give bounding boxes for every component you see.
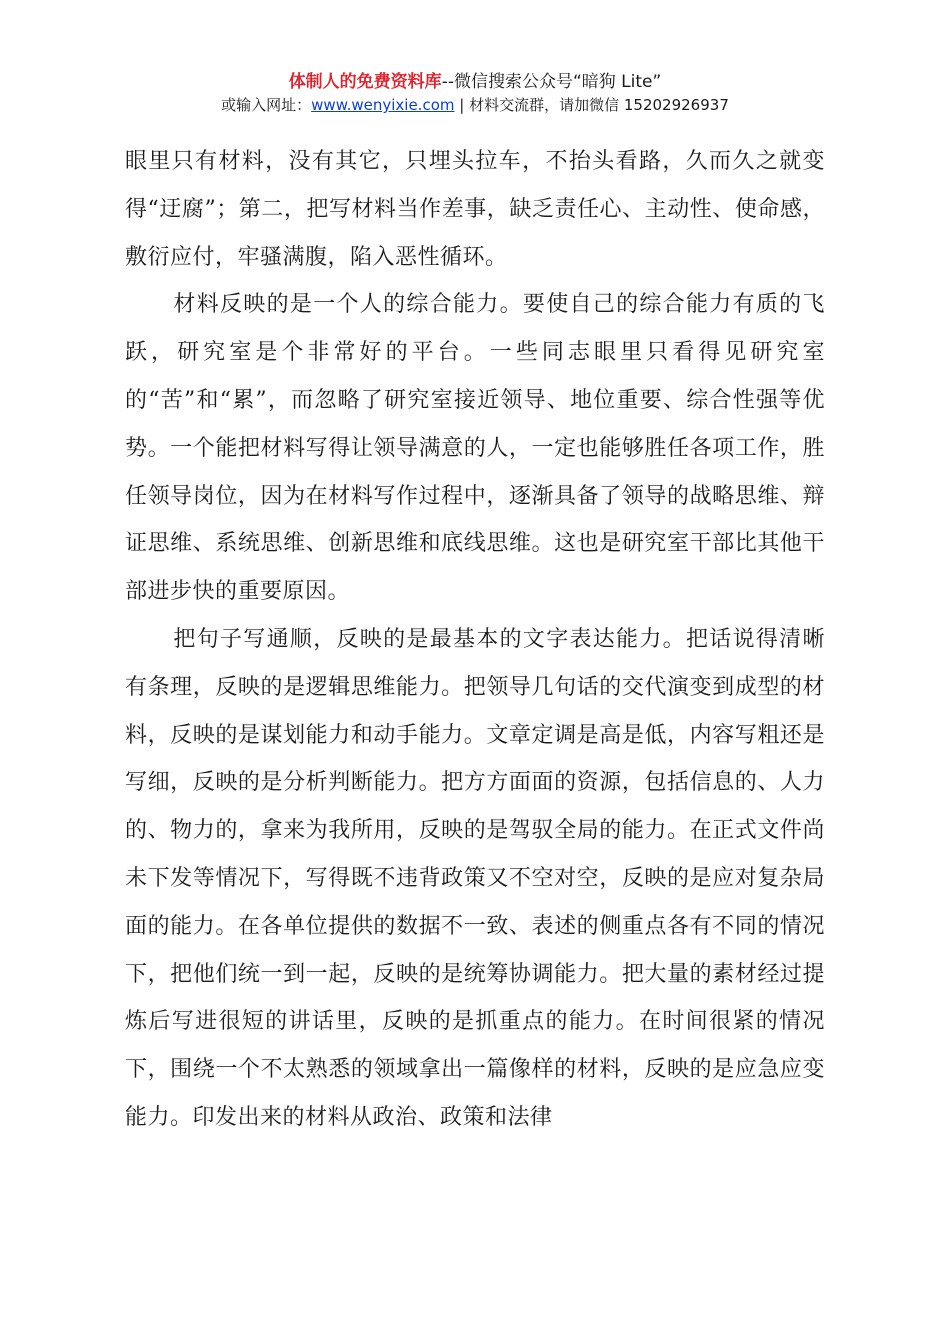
document-body: [125, 138, 825, 1142]
header-line-1: [0, 70, 950, 94]
website-link[interactable]: www.wenyixie.com: [311, 96, 455, 114]
contact-info: 材料交流群，请加微信 15202926937: [469, 96, 729, 114]
paragraph-continued: 眼里只有材料，没有其它，只埋头拉车，不抬头看路，久而久之就变得“迂腐”；第二，把写材料当作差事，缺乏责任心、主动性、使命感，敷衍应付，牢骚满腹，陷入恶性循环。: [125, 149, 825, 270]
page-header: [0, 70, 950, 116]
paragraph-writing-abilities: 把句子写通顺，反映的是最基本的文字表达能力。把话说得清晰有条理，反映的是逻辑思维能力。把领导几句话的交代演变到成型的材料，反映的是谋划能力和动手能力。文章定调是高是低，内容写粗还是写细，反映的是分析判断能力。把方方面面的资源，包括信息的、人力的、物力的，拿来为我所用，反映的是驾驭全局的能力。在正式文件尚未下发等情况下，写得既不违背政策又不空对空，反映的是应对复杂局面的能力。在各单位提供的数据不一致、表述的侧重点各有不同的情况下，把他们统一到一起，反映的是统筹协调能力。把大量的素材经过提炼后写进很短的讲话里，反映的是抓重点的能力。在时间很紧的情况下，围绕一个不太熟悉的领域拿出一篇像样的材料，反映的是应急应变能力。印发出来的材料从政治、政策和法律: [125, 626, 825, 1130]
url-label: 或输入网址：: [221, 96, 312, 114]
header-tagline: --微信搜索公众号“暗狗 Lite”: [441, 72, 662, 92]
brand-title: 体制人的免费资料库: [288, 72, 442, 92]
paragraph-comprehensive-ability: 材料反映的是一个人的综合能力。要使自己的综合能力有质的飞跃，研究室是个非常好的平台。一些同志眼里只看得见研究室的“苦”和“累”，而忽略了研究室接近领导、地位重要、综合性强等优势。一个能把材料写得让领导满意的人，一定也能够胜任各项工作，胜任领导岗位，因为在材料写作过程中，逐渐具备了领导的战略思维、辩证思维、系统思维、创新思维和底线思维。这也是研究室干部比其他干部进步快的重要原因。: [125, 292, 825, 605]
header-line-2: [0, 94, 950, 116]
header-separator: |: [459, 96, 465, 114]
